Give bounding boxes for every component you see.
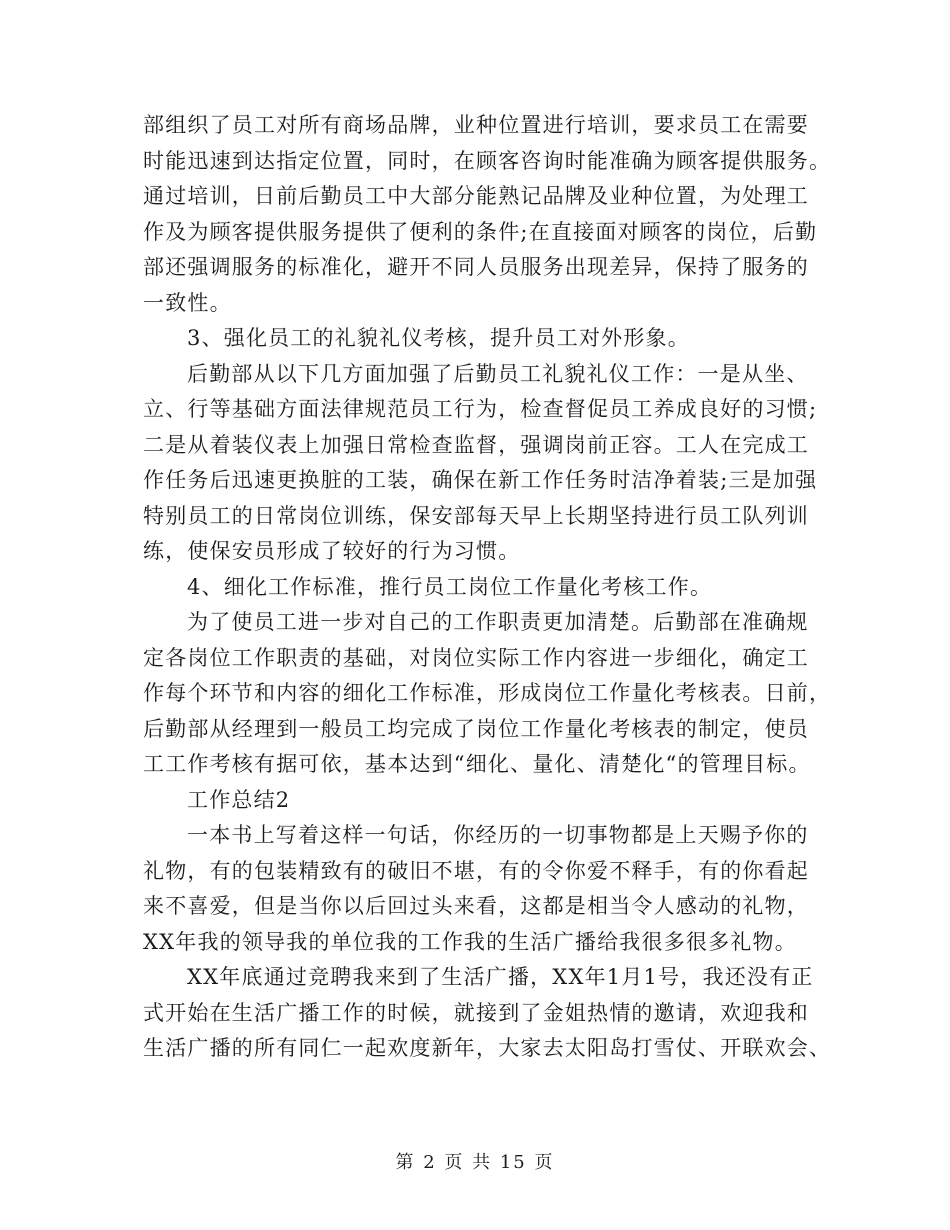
page-number-footer: 第 2 页 共 15 页 [395,1152,555,1173]
text-line: 作及为顾客提供服务提供了便利的条件;在直接面对顾客的岗位，后勤 [143,219,818,244]
section-heading-summary-2 [143,783,808,819]
text-line: 练，使保安员形成了较好的行为习惯。 [143,539,521,563]
paragraph-gift [143,818,808,960]
text-line: XX年我的领导我的单位我的工作我的生活广播给我很多很多礼物。 [143,929,797,954]
section-heading-3 [143,321,808,357]
text-line: 一致性。 [143,290,232,315]
text-line: XX年底通过竞聘我来到了生活广播，XX年1月1号，我还没有正 [187,965,814,989]
text-line: 来不喜爱，但是当你以后回过头来看，这都是相当令人感动的礼物， [143,894,809,918]
text-line: 一本书上写着这样一句话，你经历的一切事物都是上天赐予你的 [187,823,809,847]
text-line: 工工作考核有据可依，基本达到“细化、量化、清楚化“的管理目标。 [143,752,811,776]
text-line: 时能迅速到达指定位置，同时，在顾客咨询时能准确为顾客提供服务。 [143,148,832,173]
paragraph-standards [143,605,832,783]
heading-line: 3、强化员工的礼貌礼仪考核，提升员工对外形象。 [187,326,690,350]
heading-line: 工作总结2 [187,787,291,812]
document-body [143,108,832,1067]
text-line: 生活广播的所有同仁一起欢度新年，大家去太阳岛打雪仗、开联欢会、 [143,1036,832,1060]
text-line: 式开始在生活广播工作的时候，就接到了金姐热情的邀请，欢迎我和 [143,1000,809,1025]
paragraph-radio [143,960,832,1067]
text-line: 礼物，有的包装精致有的破旧不堪，有的令你爱不释手，有的你看起 [143,858,809,883]
paragraph-etiquette [143,357,818,570]
text-line: 二是从着装仪表上加强日常检查监督，强调岗前正容。工人在完成工 [143,432,809,457]
text-line: 作每个环节和内容的细化工作标准，形成岗位工作量化考核表。日前， [143,681,832,705]
text-line: 通过培训，日前后勤员工中大部分能熟记品牌及业种位置，为处理工 [143,184,809,208]
text-line: 后勤部从经理到一般员工均完成了岗位工作量化考核表的制定，使员 [143,716,809,741]
section-heading-4 [143,570,808,606]
text-line: 部组织了员工对所有商场品牌，业种位置进行培训，要求员工在需要 [143,113,809,137]
text-line: 立、行等基础方面法律规范员工行为，检查督促员工养成良好的习惯; [143,397,818,421]
text-line: 特别员工的日常岗位训练，保安部每天早上长期坚持进行员工队列训 [143,503,809,528]
text-line: 后勤部从以下几方面加强了后勤员工礼貌礼仪工作：一是从坐、 [187,361,809,386]
text-line: 定各岗位工作职责的基础，对岗位实际工作内容进一步细化，确定工 [143,645,809,670]
text-line: 为了使员工进一步对自己的工作职责更加清楚。后勤部在准确规 [187,610,809,634]
text-line: 作任务后迅速更换脏的工装，确保在新工作任务时洁净着装;三是加强 [143,468,818,492]
text-line: 部还强调服务的标准化，避开不同人员服务出现差异，保持了服务的 [143,255,809,279]
heading-line: 4、细化工作标准，推行员工岗位工作量化考核工作。 [187,574,713,599]
paragraph-training [143,108,832,321]
